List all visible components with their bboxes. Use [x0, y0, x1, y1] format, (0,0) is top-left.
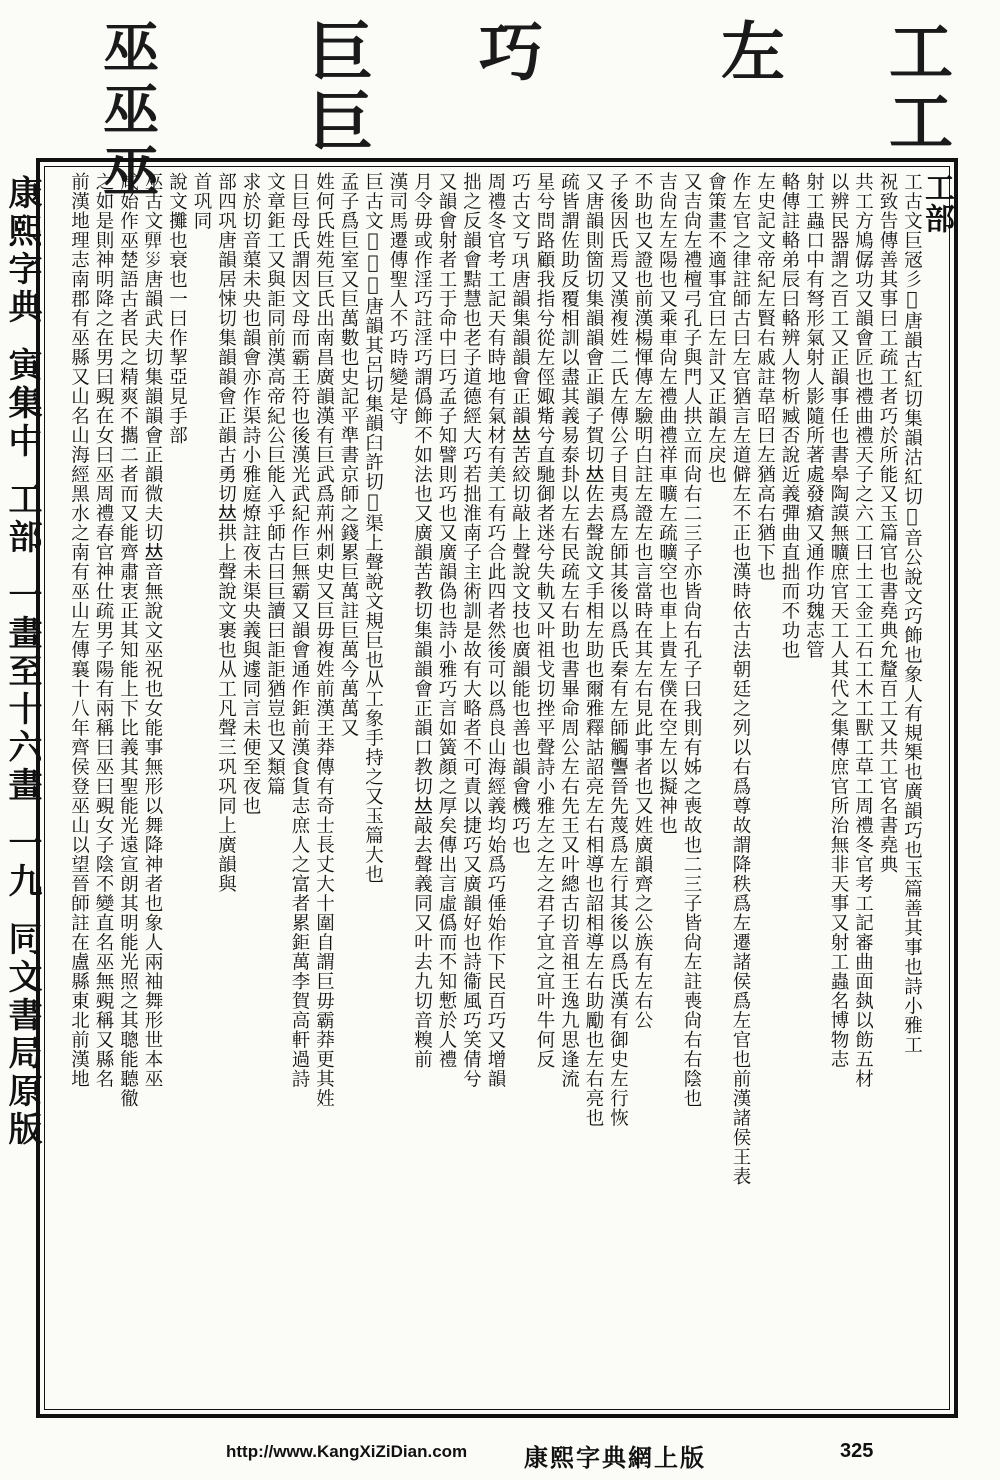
- text-column: 說文攤也衰也一曰作挈亞見手部: [166, 172, 188, 445]
- text-column: 會策畫不適事宜曰左計又正韻左戾也: [705, 172, 727, 484]
- publisher-label: 同文書局原版: [2, 921, 42, 1149]
- seal-glyph: 巧: [468, 18, 543, 88]
- text-column: 月令毋或作淫巧註淫巧謂僞飾不如法也又廣韻苦教切集韻韻會正韻口教切𠀤敲去聲義同又叶去九切音糗前: [411, 172, 433, 1069]
- seal-glyph: 左: [710, 18, 785, 88]
- page-footer: [0, 1440, 1000, 1470]
- text-column: 巧古文丂𢀜唐韻集韻韻會正韻𠀤苦絞切敲上聲說文技也廣韻能也善也韻會機巧也: [509, 172, 531, 855]
- text-column: 又唐韻則箇切集韻韻會正韻子賀切𠀤佐去聲說文手相左助也爾雅釋詁詔亮左右相導也詔相導左右助勵也左右亮也: [583, 172, 604, 1128]
- text-column: 作左官之律註師古曰左官猶言左道僻左不正也漢時依古法朝廷之列以右爲尊故謂降秩爲左遷諸侯爲左官也前漢諸侯王表: [730, 172, 751, 1186]
- text-column: 子後因氏焉又漢複姓二氏左傳公子目夷爲左師其後以爲氏秦有左師觸讋晉先蔑爲左行其後以爲氏漢有御史左行恢: [607, 172, 629, 1128]
- text-column: 姓何氏姓苑巨氏出南昌廣韻漢有巨武爲荊州刺史又巨毋複姓前漢王莽傳有奇士長丈大十圍自謂巨毋霸莽更其姓: [313, 172, 335, 1108]
- seal-glyph: 工工: [878, 18, 953, 158]
- text-column: 又吉尙左禮檀弓孔子與門人拱立而尙右二三子亦皆尙右孔子曰我則有姊之喪故也二三子皆尙左註喪尙右右陰也: [681, 172, 702, 1108]
- seal-glyph: 巨巨: [298, 18, 373, 158]
- collection-label: 寅集中: [2, 347, 42, 461]
- text-column: 射工蟲口中有弩形氣射人影隨所著處發瘡又通作功魏志管: [803, 172, 825, 660]
- book-title: 康熙字典: [2, 175, 42, 327]
- section-heading: 工部: [919, 172, 954, 234]
- text-column: 巨古文𠀵𠄗𢎗唐韻其呂切集韻臼許切𠀤渠上聲說文規巨也从工象手持之又玉篇大也: [362, 172, 384, 884]
- text-column: 日巨母氏謂因文母而霸王符也後漢光武紀作巨無霸又韻會通作鉅前漢食貨志庶人之富者累鉅萬李賀高軒過詩: [289, 172, 310, 1089]
- text-column: 又韻會射者工于命中曰巧孟子知譬則巧也又廣韻偽也詩小雅巧言如簧顏之厚矣傳出言虛僞而不知慙於人禮: [436, 172, 457, 1069]
- margin-title: [2, 175, 42, 1420]
- text-column: 部四巩唐韻居悚切集韻韻會正韻古勇切𠀤拱上聲說文裹也从工凡聲三巩巩同上廣韻與: [215, 172, 237, 894]
- text-column: 星兮問路顧我指兮從左俓娵觜兮直馳御者迷兮失軌又叶祖戈切挫平聲詩小雅左之左之君子宜之宜叶牛何反: [534, 172, 555, 1069]
- text-column: 左史記文帝紀左賢右戚註韋昭曰左猶高右猶下也: [754, 172, 776, 582]
- text-column: 周禮冬官考工記天有時地有氣材有美工有巧合此四者然後可以爲良山海經義均始爲巧倕始作下民百巧又增韻: [485, 172, 506, 1089]
- page-number: 325: [840, 1440, 874, 1462]
- text-column: 以辨民器謂之百工又正韻事任也書皋陶謨無曠庶官天工人其代之集傳庶官所治無非天事又射工蟲名博物志: [828, 172, 849, 1069]
- text-column: 前漢地理志南郡有巫縣又山名山海經黑水之南有巫山左傳襄十八年齊侯登巫山以望晉師註在盧縣東北前漢地: [68, 172, 90, 1089]
- stroke-range: 一畫至十六畫: [2, 577, 42, 805]
- text-column: 祝致告傳善其事曰工疏工者巧於所能又玉篇官也書堯典允釐百工又共工官名書堯典: [877, 172, 898, 874]
- dictionary-text: [52, 172, 954, 1404]
- text-column: 疏皆謂佐助反覆相訓以盡其義易泰卦以左右民疏左右助也書畢命周公左右先王又叶總古切音祖王逸九思逢流: [558, 172, 580, 1089]
- text-column: 工古文巨㓂彡𢒅唐韻古紅切集韻沽紅切𠀤音公說文巧飾也象人有規榘也廣韻巧也玉篇善其事也詩小雅工: [901, 172, 923, 1055]
- text-column: 求於切音蕖未央也韻會亦作渠詩小雅庭燎註夜未渠央義與遽同言未便至夜也: [240, 172, 261, 816]
- text-column: 首巩同: [191, 172, 212, 231]
- text-column: 孟子爲巨室又巨萬數也史記平準書京師之錢累巨萬註巨萬今萬萬又: [338, 172, 359, 738]
- text-column: 漢司馬遷傳聖人不巧時變是守: [387, 172, 408, 426]
- text-column: 巫古文𢍳𡿪唐韻武夫切集韻韻會正韻微夫切𠀤音無說文巫祝也女能事無形以舞降神者也象人兩袖舞形世本巫: [142, 172, 163, 1089]
- leaf-number: 一九: [2, 825, 42, 901]
- text-column: 輅傳註輅弟辰曰輅辨人物析臧否說近義彈曲直拙而不功也: [779, 172, 800, 660]
- text-column: 吉尙左左陽也又乘車尙左禮曲禮祥車曠左疏曠空也車上貴左僕在空左以擬神也: [656, 172, 678, 835]
- site-url: http://www.KangXiZiDian.com: [226, 1442, 468, 1461]
- radical-label: 工部: [2, 481, 42, 557]
- text-column: 拙之反韻會黠慧也老子道德經大巧若拙淮南子主術訓是故有大略者不可責以捷巧又廣韻好也詩衞風巧笑倩兮: [460, 172, 482, 1089]
- seal-glyph: 巫巫巫: [94, 18, 160, 204]
- text-column: 咸始作巫楚語古者民之精爽不攜二者而又能齊肅衷正其知能上下比義其聖能光遠宣朗其明能光照之其聰能聽徹: [117, 172, 139, 1108]
- site-title: 康熙字典網上版: [524, 1443, 706, 1472]
- text-column: 不助也又證也前漢楊惲傳左驗明白註左證左也言當時在其左右見此事者也又姓廣韻齊之公族有左右公: [632, 172, 653, 1030]
- text-column: 之如是則神明降之在男曰覡在女曰巫周禮春官神仕疏男子陽有兩稱曰巫曰覡女子陰不變直名巫無覡稱又縣名: [93, 172, 114, 1089]
- text-column: 文章鉅工又與詎同前漢高帝紀公巨能入乎師古曰巨讀曰詎詎猶豈也又類篇: [264, 172, 286, 796]
- text-column: 共工方鳩僝功又韻會匠也禮曲禮天子之六工曰土工金工石工木工獸工草工周禮冬官考工記審曲面埶以飭五材: [852, 172, 874, 1089]
